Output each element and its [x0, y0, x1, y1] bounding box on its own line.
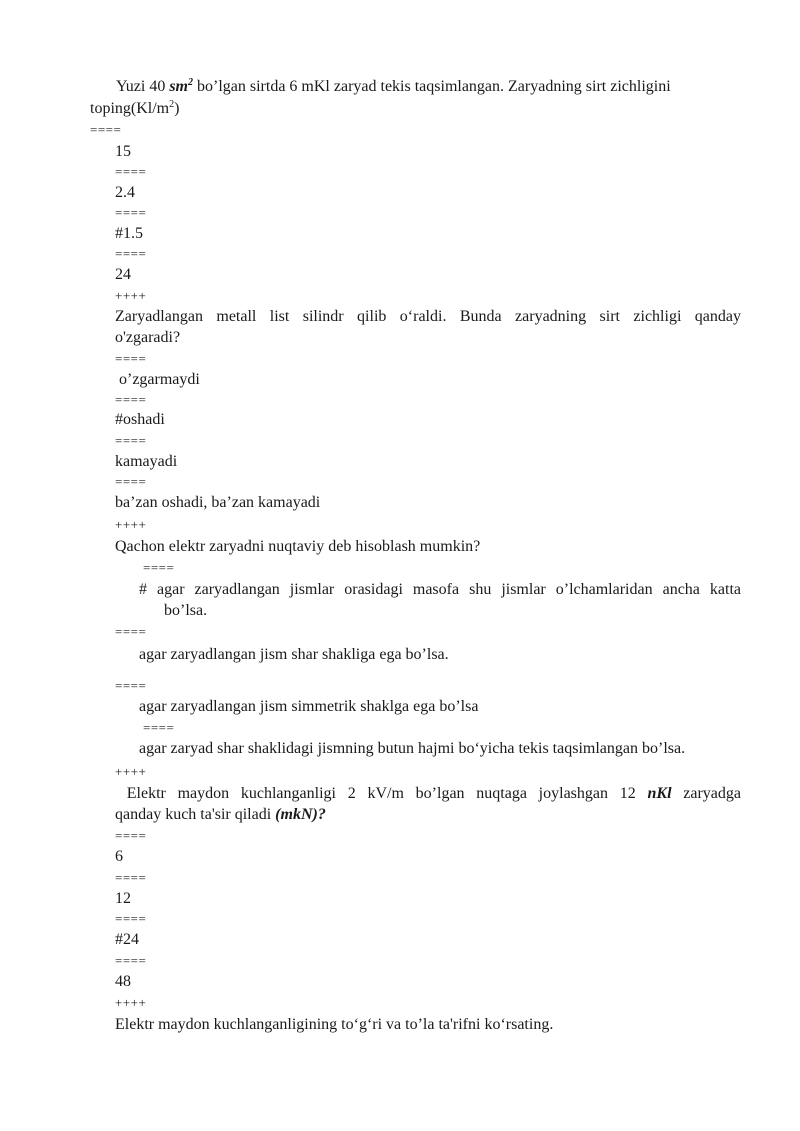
q1-text-line2: [90, 99, 179, 119]
q2-text-line1: Zaryadlangan metall list silindr qilib o‘raldi. Bunda zaryadning sirt zichligi qanday: [115, 308, 741, 325]
question-separator: ++++: [115, 764, 147, 779]
q1-line1-post: bo’lgan sirtda 6 mKl zaryad tekis taqsimlangan. Zaryadning sirt zichligini: [193, 78, 671, 95]
q1-answer-1: 15: [115, 143, 131, 160]
q3-question: Qachon elektr zaryadni nuqtaviy deb hisoblash mumkin?: [115, 538, 481, 555]
answer-separator: ====: [90, 122, 122, 137]
q3-answer-1-correct-line1: # agar zaryadlangan jismlar orasidagi masofa shu jismlar o’lchamlaridan ancha katta: [139, 581, 741, 598]
answer-separator: ====: [115, 392, 147, 407]
answer-separator: ====: [115, 164, 147, 179]
answer-separator: ====: [115, 828, 147, 843]
q1-answer-3-correct: #1.5: [115, 225, 143, 242]
q4-answer-4: 48: [115, 973, 131, 990]
answer-separator: ====: [115, 433, 147, 448]
answer-separator: ====: [143, 560, 175, 575]
q4-line2-bold: (mkN)?: [275, 806, 326, 823]
answer-separator: ====: [115, 870, 147, 885]
q4-answer-2: 12: [115, 890, 131, 907]
answer-separator: ====: [115, 474, 147, 489]
q4-answer-3-correct: #24: [115, 931, 139, 948]
q1-answer-2: 2.4: [115, 184, 135, 201]
q2-answer-1: o’zgarmaydi: [115, 371, 200, 388]
question-separator: ++++: [115, 517, 147, 532]
answer-separator: ====: [115, 953, 147, 968]
q3-answer-2: agar zaryadlangan jism shar shakliga ega bo’lsa.: [139, 646, 449, 663]
answer-separator: ====: [115, 351, 147, 366]
question-separator: ++++: [115, 288, 147, 303]
q4-text-line2: [115, 805, 326, 825]
q1-line2-post: ): [174, 100, 180, 117]
q2-answer-4: ba’zan oshadi, ba’zan kamayadi: [115, 494, 321, 511]
answer-separator: ====: [115, 624, 147, 639]
q4-line1-post: zaryadga: [671, 785, 742, 802]
q3-answer-4: agar zaryad shar shaklidagi jismning butun hajmi bo‘yicha tekis taqsimlangan bo’lsa.: [139, 740, 686, 757]
q2-answer-3: kamayadi: [115, 453, 178, 470]
answer-separator: ====: [115, 911, 147, 926]
q4-answer-1: 6: [115, 848, 123, 865]
q1-text-line1: [116, 77, 671, 97]
q2-text-line2: o'zgaradi?: [115, 329, 181, 346]
q1-line2-sup: 2: [169, 99, 175, 110]
q2-answer-2-correct: #oshadi: [115, 411, 165, 428]
q5-question: Elektr maydon kuchlanganligining to‘g‘ri va to’la ta'rifni ko‘rsating.: [115, 1016, 554, 1033]
q1-unit: sm: [169, 78, 188, 95]
q4-line1-bold: nKl: [647, 785, 672, 802]
q3-answer-1-correct-line2: bo’lsa.: [164, 602, 208, 619]
q1-answer-4: 24: [115, 266, 131, 283]
answer-separator: ====: [115, 246, 147, 261]
q4-line1-pre: Elektr maydon kuchlanganligi 2 kV/m bo’lgan nuqtaga joylashgan 12: [115, 785, 648, 802]
answer-separator: ====: [115, 678, 147, 693]
answer-separator: ====: [143, 720, 175, 735]
q1-line1-pre: Yuzi 40: [116, 78, 170, 95]
answer-separator: ====: [115, 205, 147, 220]
q1-line2-pre: toping(Kl/m: [90, 100, 170, 117]
q1-unit-sup: 2: [188, 77, 193, 88]
q4-line2-pre: qanday kuch ta'sir qiladi: [115, 806, 276, 823]
q3-answer-3: agar zaryadlangan jism simmetrik shaklga ega bo’lsa: [139, 698, 479, 715]
q4-text-line1: [115, 784, 741, 804]
question-separator: ++++: [115, 995, 147, 1010]
